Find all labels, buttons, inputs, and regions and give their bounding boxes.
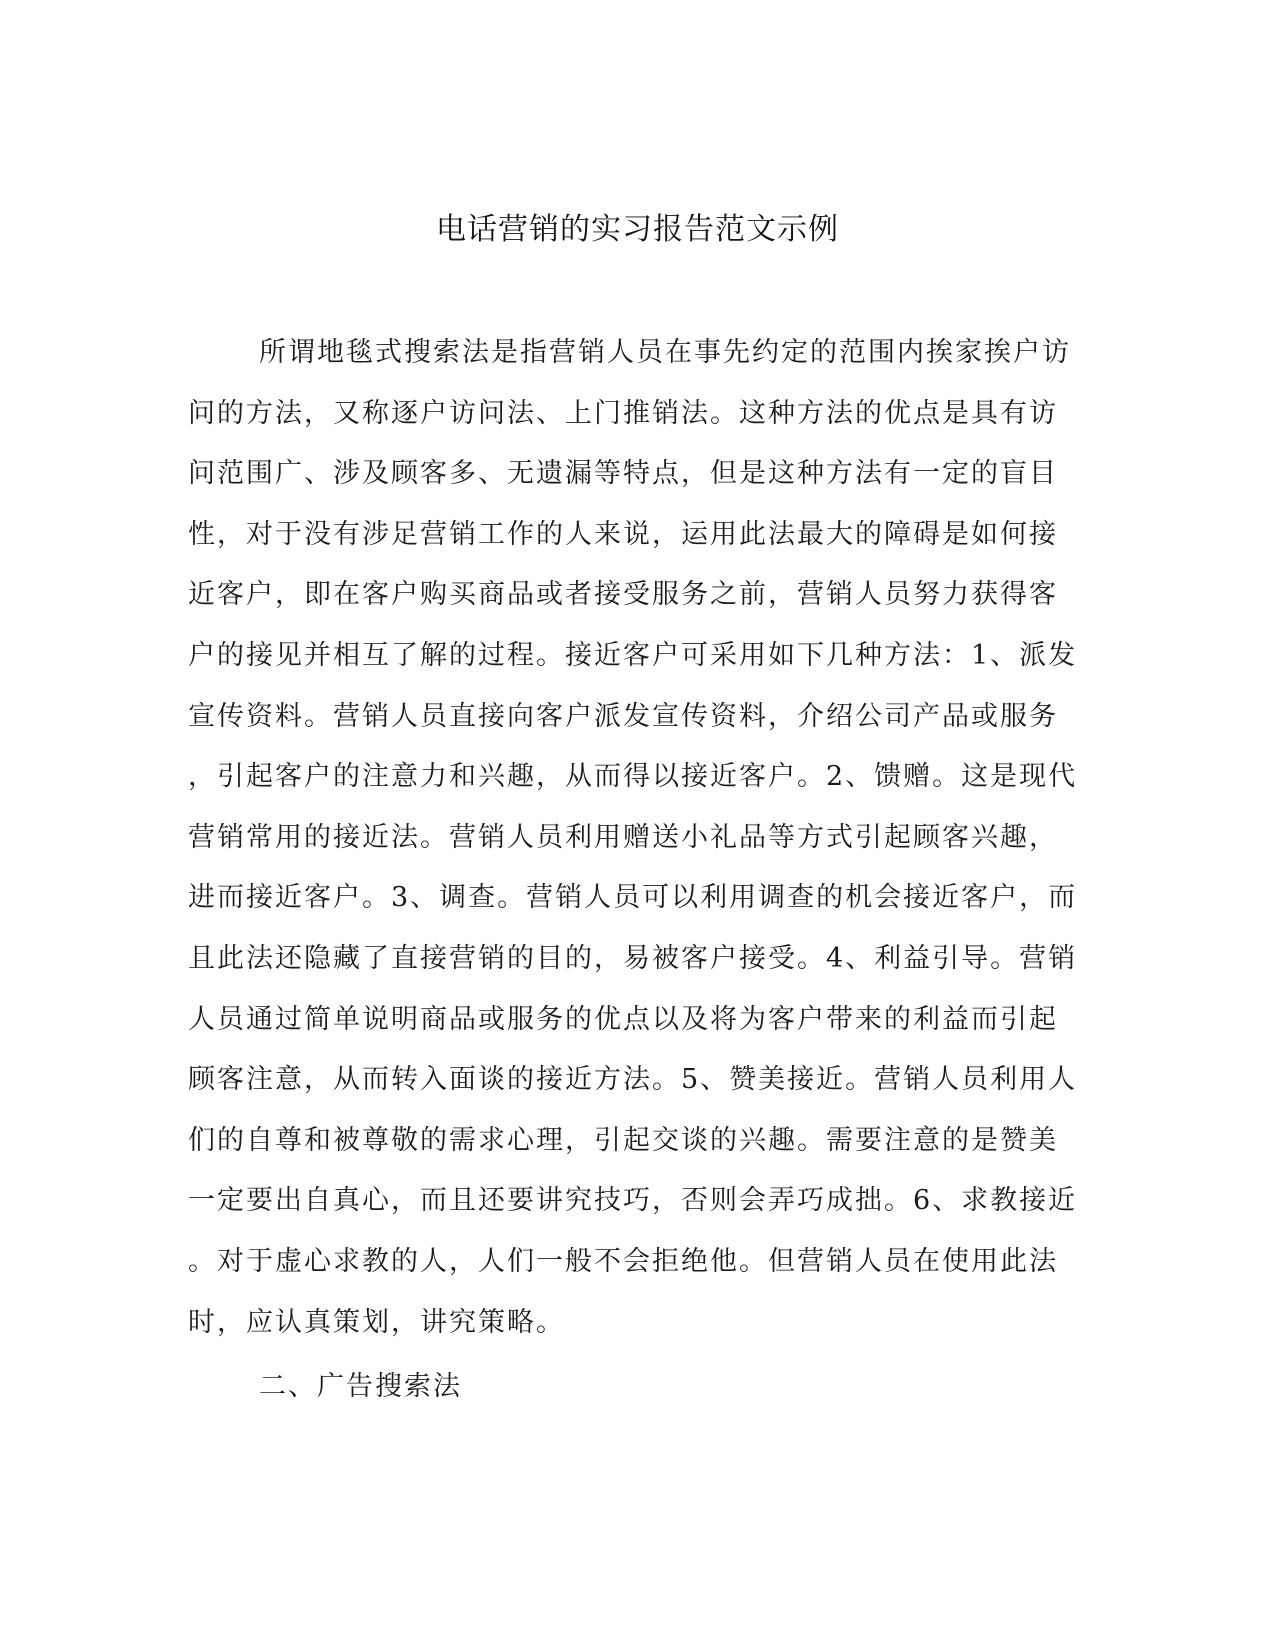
section-heading: 二、广告搜索法 [259, 1371, 462, 1402]
paragraph-line: 所谓地毯式搜索法是指营销人员在事先约定的范围内挨家挨户访 [259, 337, 1071, 368]
paragraph-line: 问的方法，又称逐户访问法、上门推销法。这种方法的优点是具有访 [188, 397, 1058, 429]
paragraph-line: 且此法还隐藏了直接营销的目的，易被客户接受。4、利益引导。营销 [188, 942, 1078, 974]
paragraph-line: ，引起客户的注意力和兴趣，从而得以接近客户。2、馈赠。这是现代 [188, 761, 1078, 793]
paragraph-line: 顾客注意，从而转入面谈的接近方法。5、赞美接近。营销人员利用人 [188, 1064, 1078, 1096]
paragraph-line: 一定要出自真心，而且还要讲究技巧，否则会弄巧成拙。6、求教接近 [188, 1185, 1078, 1217]
paragraph-line: 户的接见并相互了解的过程。接近客户可采用如下几种方法：1、派发 [188, 639, 1078, 671]
paragraph-line: 营销常用的接近法。营销人员利用赠送小礼品等方式引起顾客兴趣， [188, 821, 1058, 853]
paragraph-line: 宣传资料。营销人员直接向客户派发宣传资料，介绍公司产品或服务 [188, 700, 1058, 732]
paragraph-line: 时，应认真策划，讲究策略。 [188, 1306, 565, 1338]
paragraph-line: 进而接近客户。3、调查。营销人员可以利用调查的机会接近客户，而 [188, 882, 1078, 914]
paragraph-line: 们的自尊和被尊敬的需求心理，引起交谈的兴趣。需要注意的是赞美 [188, 1124, 1058, 1156]
paragraph-line: 。对于虚心求教的人，人们一般不会拒绝他。但营销人员在使用此法 [188, 1245, 1058, 1277]
paragraph-line: 近客户，即在客户购买商品或者接受服务之前，营销人员努力获得客 [188, 579, 1058, 611]
paragraph-line: 问范围广、涉及顾客多、无遗漏等特点，但是这种方法有一定的盲目 [188, 458, 1058, 490]
paragraph-line: 人员通过简单说明商品或服务的优点以及将为客户带来的利益而引起 [188, 1003, 1058, 1035]
document-title: 电话营销的实习报告范文示例 [436, 212, 839, 247]
paragraph-line: 性，对于没有涉足营销工作的人来说，运用此法最大的障碍是如何接 [188, 518, 1058, 550]
body-paragraph [188, 323, 1078, 1353]
